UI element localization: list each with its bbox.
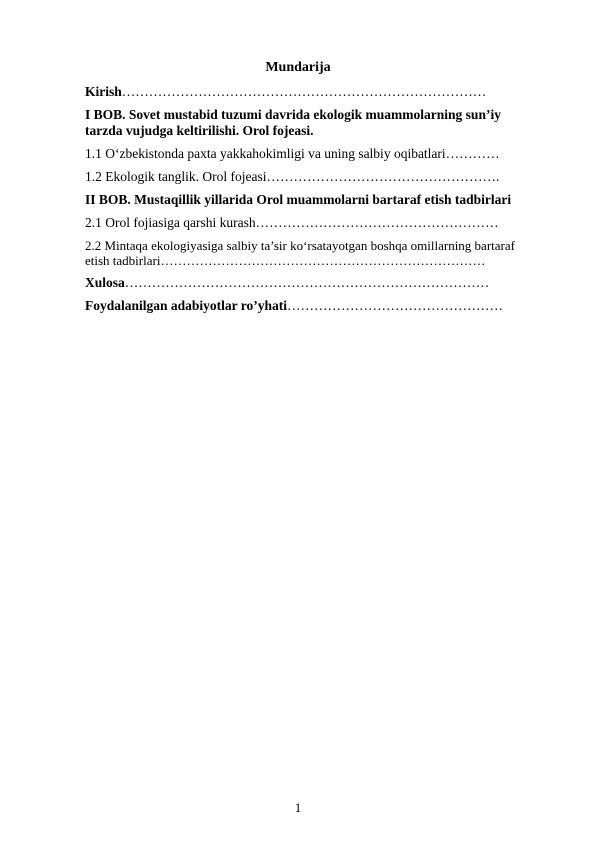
toc-leader-dots: ………………………………………… (287, 298, 504, 313)
toc-leader-dots: ………………………………………………………………… (160, 253, 486, 268)
table-of-contents (85, 84, 525, 321)
toc-leader-dots: ……………………………………………………………………… (124, 275, 490, 290)
toc-entry-label: II BOB. Mustaqillik yillarida Orol muammolarni bartaraf etish tadbirlari (85, 192, 512, 207)
page-title: Mundarija (265, 60, 331, 75)
toc-entry-introduction (85, 84, 525, 100)
toc-entry-section-2-1 (85, 215, 525, 231)
toc-entry-label: 2.1 Orol fojiasiga qarshi kurash (85, 215, 256, 230)
toc-leader-dots: ………… (445, 146, 500, 161)
toc-entry-chapter-2 (85, 192, 525, 208)
toc-entry-bibliography (85, 298, 525, 314)
toc-entry-label: 1.2 Ekologik tanglik. Orol fojeasi (85, 169, 267, 184)
toc-entry-label: Foydalanilgan adabiyotlar ro’yhati (85, 298, 288, 313)
toc-entry-conclusion (85, 275, 525, 291)
toc-entry-section-1-2 (85, 169, 525, 185)
toc-entry-label: Xulosa (85, 275, 125, 290)
toc-entry-section-1-1 (85, 146, 525, 162)
toc-leader-dots: ……………………………………………………………………… (121, 84, 487, 99)
toc-entry-label: I BOB. Sovet mustabid tuzumi davrida ekologik muammolarning sun’iy tarzda vujudga keltirilishi. Orol fojeasi. (85, 107, 501, 138)
toc-entry-label: Kirish (85, 84, 122, 99)
page-number: 1 (294, 800, 302, 815)
toc-entry-section-2-2 (85, 238, 525, 268)
toc-leader-dots: ……………………………………………. (266, 169, 500, 184)
toc-leader-dots: ……………………………………………… (255, 215, 499, 230)
toc-entry-chapter-1 (85, 107, 525, 139)
toc-entry-label: 2.2 Mintaqa ekologiyasiga salbiy ta’sir ko‘rsatayotgan boshqa omillarning bartaraf etish tadbirlari (85, 238, 515, 268)
toc-entry-label: 1.1 O‘zbekistonda paxta yakkahokimligi va uning salbiy oqibatlari (85, 146, 446, 161)
